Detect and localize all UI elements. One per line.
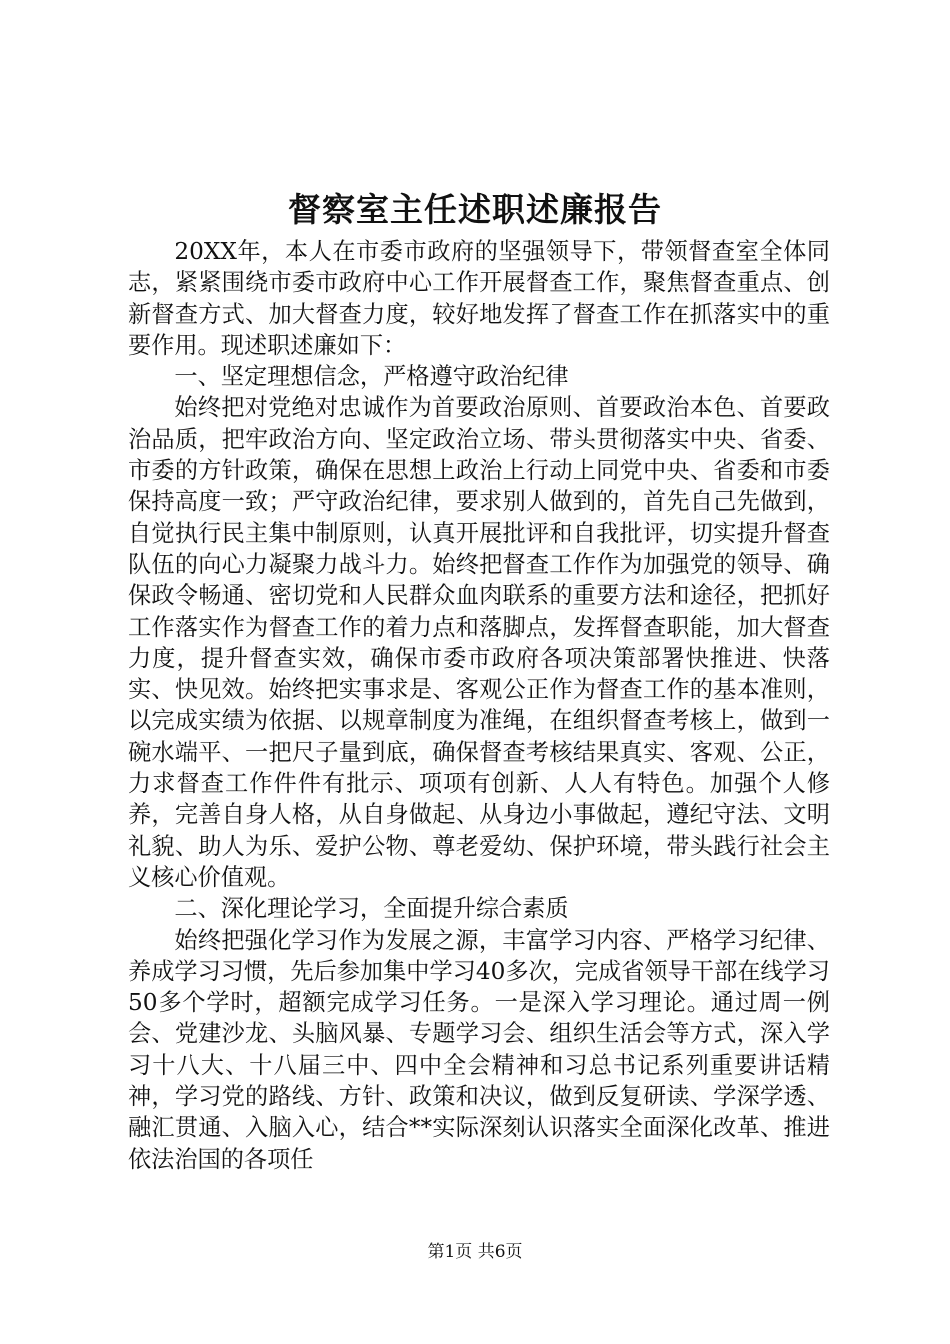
paragraph-intro: 20XX年，本人在市委市政府的坚强领导下，带领督查室全体同志，紧紧围绕市委市政府中心工作开展督查工作，聚焦督查重点、创新督查方式、加大督查力度，较好地发挥了督查工作在抓落实中的重要作用。现述职述廉如下： <box>128 238 830 359</box>
page-number-footer: 第1页 共6页 <box>427 1242 523 1262</box>
document-body <box>128 236 830 1175</box>
section-heading-1: 一、坚定理想信念，严格遵守政治纪律 <box>174 363 569 391</box>
document-title: 督察室主任述职述廉报告 <box>288 190 662 229</box>
paragraph-section-2: 始终把强化学习作为发展之源，丰富学习内容、严格学习纪律、养成学习习惯，先后参加集中学习40多次，完成省领导干部在线学习50多个学时，超额完成学习任务。一是深入学习理论。通过周一例会、党建沙龙、头脑风暴、专题学习会、组织生活会等方式，深入学习十八大、十八届三中、四中全会精神和习总书记系列重要讲话精神，学习党的路线、方针、政策和决议，做到反复研读、学深学透、融汇贯通、入脑入心，结合**实际深刻认识落实全面深化改革、推进依法治国的各项任 <box>128 926 830 1173</box>
paragraph-section-1: 始终把对党绝对忠诚作为首要政治原则、首要政治本色、首要政治品质，把牢政治方向、坚定政治立场、带头贯彻落实中央、省委、市委的方针政策，确保在思想上政治上行动上同党中央、省委和市委保持高度一致；严守政治纪律，要求别人做到的，首先自己先做到，自觉执行民主集中制原则，认真开展批评和自我批评，切实提升督查队伍的向心力凝聚力战斗力。始终把督查工作作为加强党的领导、确保政令畅通、密切党和人民群众血肉联系的重要方法和途径，把抓好工作落实作为督查工作的着力点和落脚点，发挥督查职能，加大督查力度，提升督查实效，确保市委市政府各项决策部署快推进、快落实、快见效。始终把实事求是、客观公正作为督查工作的基本准则，以完成实绩为依据、以规章制度为准绳，在组织督查考核上，做到一碗水端平、一把尺子量到底，确保督查考核结果真实、客观、公正，力求督查工作件件有批示、项项有创新、人人有特色。加强个人修养，完善自身人格，从自身做起、从身边小事做起，遵纪守法、文明礼貌、助人为乐、爱护公物、尊老爱幼、保护环境，带头践行社会主义核心价值观。 <box>128 394 830 891</box>
section-heading-2: 二、深化理论学习，全面提升综合素质 <box>174 895 569 923</box>
